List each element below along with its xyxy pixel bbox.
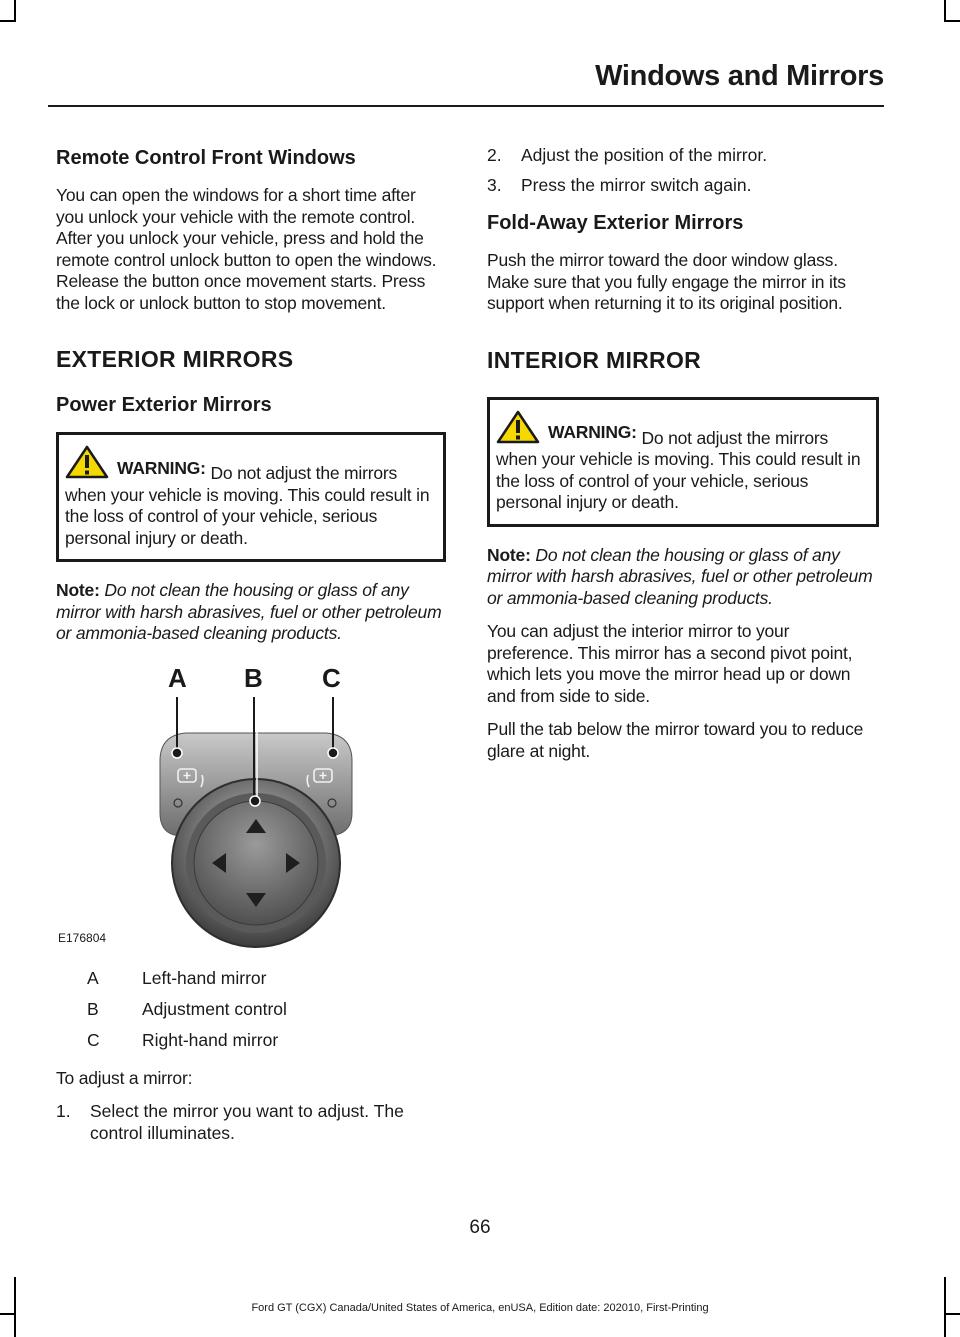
figure-label-c: C <box>322 662 341 693</box>
fold-away-paragraph: Push the mirror toward the door window glass. Make sure that you fully engage the mirror in its support when returning it to its original position. <box>487 250 846 313</box>
figure-label-a: A <box>168 662 187 693</box>
warning-triangle-icon <box>496 410 540 444</box>
figure-label-b: B <box>244 662 263 693</box>
warning-text: Do not adjust the mirrors when your vehicle is moving. This could result in the loss of control of your vehicle, serious personal injury or death. <box>65 463 430 548</box>
left-column <box>56 145 446 1156</box>
warning-head <box>65 445 206 479</box>
step-text: Adjust the position of the mirror. <box>521 145 768 165</box>
chapter-title-interior-mirror: INTERIOR MIRROR <box>487 346 702 373</box>
crop-mark <box>0 20 16 22</box>
warning-triangle-icon <box>65 445 109 479</box>
step-number: 2. <box>487 145 502 165</box>
note-paragraph <box>56 580 446 645</box>
figure-code: E176804 <box>58 930 107 945</box>
legend-row <box>56 994 446 1025</box>
crop-mark <box>944 20 960 22</box>
legend-key: C <box>87 1029 100 1050</box>
legend-key: B <box>87 998 99 1019</box>
warning-label: WARNING: <box>117 457 206 478</box>
page-header-title: Windows and Mirrors <box>595 60 884 92</box>
mirror-control-illustration <box>56 663 446 953</box>
step-number: 3. <box>487 174 502 195</box>
warning-box <box>56 432 446 562</box>
legend-row <box>56 1025 446 1056</box>
warning-text: Do not adjust the mirrors when your vehicle is moving. This could result in the loss of control of your vehicle, serious personal injury or death. <box>496 427 861 512</box>
glare-paragraph: Pull the tab below the mirror toward you to reduce glare at night. <box>487 719 864 761</box>
page-number: 66 <box>469 1217 491 1238</box>
step-item <box>487 145 879 167</box>
note-text: Do not clean the housing or glass of any mirror with harsh abrasives, fuel or other petroleum or ammonia-based cleaning products. <box>56 580 442 643</box>
legend-text: Right-hand mirror <box>142 1029 279 1050</box>
mirror-control-figure <box>56 663 446 953</box>
step-item <box>56 1101 446 1144</box>
figure-legend <box>56 963 446 1056</box>
step-number: 1. <box>56 1101 71 1121</box>
legend-key: A <box>87 967 99 988</box>
note-text: Do not clean the housing or glass of any mirror with harsh abrasives, fuel or other petroleum or ammonia-based cleaning products. <box>487 544 873 608</box>
crop-mark <box>14 0 16 22</box>
interior-mirror-paragraph: You can adjust the interior mirror to your preference. This mirror has a second pivot point, which lets you move the mirror head up or down and from side to side. <box>487 621 853 706</box>
legend-text: Adjustment control <box>142 998 287 1019</box>
section-title-fold-away: Fold-Away Exterior Mirrors <box>487 212 744 234</box>
footer-edition-text: Ford GT (CGX) Canada/United States of America, enUSA, Edition date: 202010, First-Printing <box>251 1302 709 1314</box>
steps-list <box>56 1101 446 1144</box>
section-title-remote-windows: Remote Control Front Windows <box>56 147 356 169</box>
crop-mark <box>944 0 946 22</box>
steps-list-continued <box>487 145 879 196</box>
warning-label: WARNING: <box>548 422 637 442</box>
chapter-title-exterior-mirrors: EXTERIOR MIRRORS <box>56 346 294 372</box>
header-rule <box>48 105 884 107</box>
right-column <box>487 145 879 774</box>
warning-head <box>496 410 637 444</box>
warning-box <box>487 397 879 527</box>
note-label: Note: <box>487 544 531 565</box>
steps-intro: To adjust a mirror: <box>56 1067 193 1088</box>
note-paragraph <box>487 545 879 610</box>
step-text: Select the mirror you want to adjust. The control illuminates. <box>90 1101 404 1143</box>
remote-windows-paragraph: You can open the windows for a short time after you unlock your vehicle with the remote control. After you unlock your vehicle, press and hold the remote control unlock button to open the windows. Release the button once movement starts. Press the lock or unlock button to stop movement. <box>56 185 437 313</box>
section-title-power-mirrors: Power Exterior Mirrors <box>56 394 272 416</box>
step-item <box>487 175 879 197</box>
legend-row <box>56 963 446 994</box>
step-text: Press the mirror switch again. <box>521 174 752 195</box>
note-label: Note: <box>56 580 100 600</box>
legend-text: Left-hand mirror <box>142 967 267 988</box>
